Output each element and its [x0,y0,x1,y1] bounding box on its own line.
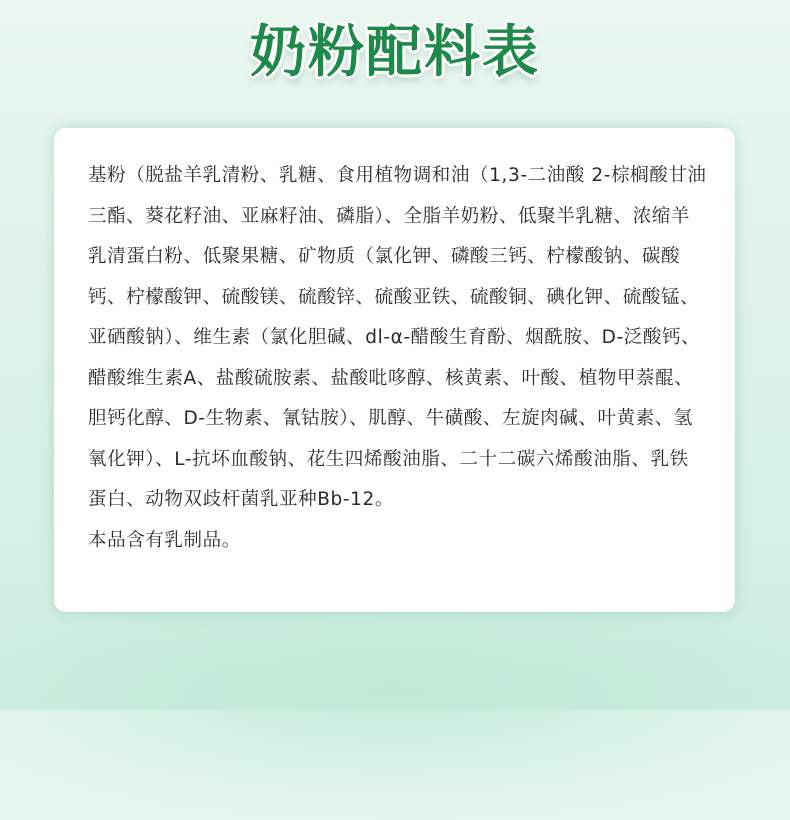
ingredients-card [54,128,735,612]
allergen-note: 本品含有乳制品。 [88,529,241,551]
ingredients-text: 基粉（脱盐羊乳清粉、乳糖、食用植物调和油（1,3-二油酸 2-棕榈酸甘油三酯、葵花籽油、亚麻籽油、磷脂）、全脂羊奶粉、低聚半乳糖、浓缩羊乳清蛋白粉、低聚果糖、矿物质（氯化钾、磷酸三钙、柠檬酸钠、碳酸钙、柠檬酸钾、硫酸镁、硫酸锌、硫酸亚铁、硫酸铜、碘化钾、硫酸锰、亚硒酸钠）、维生素（氯化胆碱、dl-α-醋酸生育酚、烟酰胺、D-泛酸钙、醋酸维生素A、盐酸硫胺素、盐酸吡哆醇、核黄素、叶酸、植物甲萘醌、胆钙化醇、D-生物素、氰钴胺）、肌醇、牛磺酸、左旋肉碱、叶黄素、氢氧化钾）、L-抗坏血酸钠、花生四烯酸油脂、二十二碳六烯酸油脂、乳铁蛋白、动物双歧杆菌乳亚种Bb-12。 [88,165,707,510]
page-title: 奶粉配料表 [250,20,540,85]
